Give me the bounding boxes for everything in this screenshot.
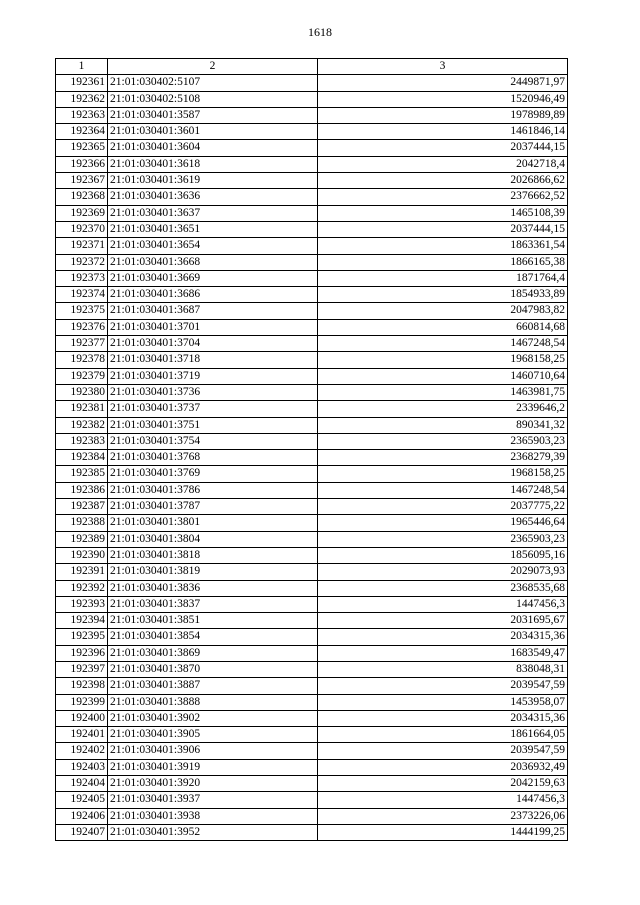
cadastral-number-cell: 21:01:030401:3736 — [108, 384, 318, 400]
value-cell: 660814,68 — [318, 319, 568, 335]
column-header-3: 3 — [318, 59, 568, 75]
row-number-cell: 192407 — [56, 824, 108, 840]
row-number-cell: 192397 — [56, 661, 108, 677]
cadastral-number-cell: 21:01:030401:3687 — [108, 303, 318, 319]
table-row — [56, 287, 568, 303]
table-row — [56, 140, 568, 156]
cadastral-number-cell: 21:01:030401:3604 — [108, 140, 318, 156]
cadastral-number-cell: 21:01:030401:3587 — [108, 107, 318, 123]
row-number-cell: 192378 — [56, 352, 108, 368]
row-number-cell: 192374 — [56, 287, 108, 303]
value-cell: 1968158,25 — [318, 352, 568, 368]
table-row — [56, 173, 568, 189]
row-number-cell: 192367 — [56, 173, 108, 189]
value-cell: 1453958,07 — [318, 694, 568, 710]
column-header-2: 2 — [108, 59, 318, 75]
value-cell: 2376662,52 — [318, 189, 568, 205]
row-number-cell: 192380 — [56, 384, 108, 400]
value-cell: 2039547,59 — [318, 743, 568, 759]
value-cell: 2042718,4 — [318, 156, 568, 172]
row-number-cell: 192400 — [56, 710, 108, 726]
cadastral-number-cell: 21:01:030402:5107 — [108, 75, 318, 91]
table-row — [56, 107, 568, 123]
row-number-cell: 192390 — [56, 547, 108, 563]
table-row — [56, 189, 568, 205]
row-number-cell: 192369 — [56, 205, 108, 221]
row-number-cell: 192398 — [56, 678, 108, 694]
value-cell: 2365903,23 — [318, 531, 568, 547]
cadastral-number-cell: 21:01:030401:3919 — [108, 759, 318, 775]
row-number-cell: 192362 — [56, 91, 108, 107]
value-cell: 2034315,36 — [318, 710, 568, 726]
registry-table — [55, 58, 568, 841]
row-number-cell: 192365 — [56, 140, 108, 156]
table-row — [56, 91, 568, 107]
value-cell: 1965446,64 — [318, 515, 568, 531]
row-number-cell: 192385 — [56, 466, 108, 482]
row-number-cell: 192406 — [56, 808, 108, 824]
row-number-cell: 192391 — [56, 564, 108, 580]
value-cell: 1467248,54 — [318, 336, 568, 352]
value-cell: 2037775,22 — [318, 499, 568, 515]
cadastral-number-cell: 21:01:030401:3754 — [108, 433, 318, 449]
value-cell: 2031695,67 — [318, 613, 568, 629]
cadastral-number-cell: 21:01:030401:3704 — [108, 336, 318, 352]
row-number-cell: 192376 — [56, 319, 108, 335]
table-row — [56, 645, 568, 661]
cadastral-number-cell: 21:01:030401:3619 — [108, 173, 318, 189]
cadastral-number-cell: 21:01:030401:3718 — [108, 352, 318, 368]
value-cell: 2026866,62 — [318, 173, 568, 189]
cadastral-number-cell: 21:01:030401:3837 — [108, 596, 318, 612]
row-number-cell: 192404 — [56, 776, 108, 792]
row-number-cell: 192395 — [56, 629, 108, 645]
cadastral-number-cell: 21:01:030401:3902 — [108, 710, 318, 726]
row-number-cell: 192387 — [56, 499, 108, 515]
table-row — [56, 629, 568, 645]
value-cell: 890341,32 — [318, 417, 568, 433]
value-cell: 2034315,36 — [318, 629, 568, 645]
row-number-cell: 192386 — [56, 482, 108, 498]
cadastral-number-cell: 21:01:030401:3870 — [108, 661, 318, 677]
table-row — [56, 433, 568, 449]
table-row — [56, 792, 568, 808]
value-cell: 2373226,06 — [318, 808, 568, 824]
cadastral-number-cell: 21:01:030401:3654 — [108, 238, 318, 254]
table-row — [56, 596, 568, 612]
cadastral-number-cell: 21:01:030401:3920 — [108, 776, 318, 792]
value-cell: 2047983,82 — [318, 303, 568, 319]
row-number-cell: 192373 — [56, 270, 108, 286]
table-row — [56, 401, 568, 417]
value-cell: 1520946,49 — [318, 91, 568, 107]
row-number-cell: 192394 — [56, 613, 108, 629]
cadastral-number-cell: 21:01:030401:3669 — [108, 270, 318, 286]
row-number-cell: 192388 — [56, 515, 108, 531]
cadastral-number-cell: 21:01:030401:3618 — [108, 156, 318, 172]
value-cell: 1447456,3 — [318, 596, 568, 612]
row-number-cell: 192403 — [56, 759, 108, 775]
table-row — [56, 238, 568, 254]
cadastral-number-cell: 21:01:030401:3737 — [108, 401, 318, 417]
value-cell: 1854933,89 — [318, 287, 568, 303]
value-cell: 1447456,3 — [318, 792, 568, 808]
value-cell: 1968158,25 — [318, 466, 568, 482]
row-number-cell: 192389 — [56, 531, 108, 547]
cadastral-number-cell: 21:01:030401:3905 — [108, 727, 318, 743]
value-cell: 1863361,54 — [318, 238, 568, 254]
row-number-cell: 192371 — [56, 238, 108, 254]
row-number-cell: 192402 — [56, 743, 108, 759]
value-cell: 2036932,49 — [318, 759, 568, 775]
value-cell: 2368279,39 — [318, 450, 568, 466]
table-row — [56, 694, 568, 710]
table-row — [56, 808, 568, 824]
table-row — [56, 352, 568, 368]
value-cell: 1467248,54 — [318, 482, 568, 498]
cadastral-number-cell: 21:01:030401:3701 — [108, 319, 318, 335]
row-number-cell: 192377 — [56, 336, 108, 352]
table-row — [56, 205, 568, 221]
cadastral-number-cell: 21:01:030401:3801 — [108, 515, 318, 531]
value-cell: 1683549,47 — [318, 645, 568, 661]
cadastral-number-cell: 21:01:030401:3869 — [108, 645, 318, 661]
cadastral-number-cell: 21:01:030401:3887 — [108, 678, 318, 694]
value-cell: 1866165,38 — [318, 254, 568, 270]
cadastral-number-cell: 21:01:030401:3818 — [108, 547, 318, 563]
table-row — [56, 156, 568, 172]
cadastral-number-cell: 21:01:030401:3651 — [108, 221, 318, 237]
cadastral-number-cell: 21:01:030401:3804 — [108, 531, 318, 547]
table-row — [56, 336, 568, 352]
table-row — [56, 124, 568, 140]
row-number-cell: 192370 — [56, 221, 108, 237]
value-cell: 2039547,59 — [318, 678, 568, 694]
value-cell: 1861664,05 — [318, 727, 568, 743]
cadastral-number-cell: 21:01:030401:3686 — [108, 287, 318, 303]
cadastral-number-cell: 21:01:030401:3851 — [108, 613, 318, 629]
table-row — [56, 221, 568, 237]
row-number-cell: 192384 — [56, 450, 108, 466]
cadastral-number-cell: 21:01:030401:3769 — [108, 466, 318, 482]
row-number-cell: 192393 — [56, 596, 108, 612]
value-cell: 2368535,68 — [318, 580, 568, 596]
cadastral-number-cell: 21:01:030401:3854 — [108, 629, 318, 645]
value-cell: 1461846,14 — [318, 124, 568, 140]
table-row — [56, 254, 568, 270]
value-cell: 2029073,93 — [318, 564, 568, 580]
cadastral-number-cell: 21:01:030401:3836 — [108, 580, 318, 596]
cadastral-number-cell: 21:01:030401:3719 — [108, 368, 318, 384]
table-row — [56, 547, 568, 563]
row-number-cell: 192361 — [56, 75, 108, 91]
table-row — [56, 824, 568, 840]
value-cell: 838048,31 — [318, 661, 568, 677]
table-row — [56, 368, 568, 384]
value-cell: 1460710,64 — [318, 368, 568, 384]
table-body — [56, 75, 568, 841]
table-row — [56, 75, 568, 91]
value-cell: 1978989,89 — [318, 107, 568, 123]
table-row — [56, 417, 568, 433]
page-number: 1618 — [308, 25, 332, 39]
row-number-cell: 192401 — [56, 727, 108, 743]
row-number-cell: 192383 — [56, 433, 108, 449]
row-number-cell: 192396 — [56, 645, 108, 661]
cadastral-number-cell: 21:01:030401:3937 — [108, 792, 318, 808]
row-number-cell: 192372 — [56, 254, 108, 270]
table-row — [56, 727, 568, 743]
column-header-1: 1 — [56, 59, 108, 75]
value-cell: 2042159,63 — [318, 776, 568, 792]
cadastral-number-cell: 21:01:030401:3938 — [108, 808, 318, 824]
table-row — [56, 499, 568, 515]
cadastral-number-cell: 21:01:030401:3668 — [108, 254, 318, 270]
cadastral-number-cell: 21:01:030401:3751 — [108, 417, 318, 433]
row-number-cell: 192368 — [56, 189, 108, 205]
row-number-cell: 192375 — [56, 303, 108, 319]
cadastral-number-cell: 21:01:030401:3819 — [108, 564, 318, 580]
row-number-cell: 192363 — [56, 107, 108, 123]
cadastral-number-cell: 21:01:030401:3786 — [108, 482, 318, 498]
row-number-cell: 192392 — [56, 580, 108, 596]
row-number-cell: 192366 — [56, 156, 108, 172]
table-row — [56, 515, 568, 531]
value-cell: 1871764,4 — [318, 270, 568, 286]
table-row — [56, 776, 568, 792]
cadastral-number-cell: 21:01:030401:3601 — [108, 124, 318, 140]
cadastral-number-cell: 21:01:030401:3888 — [108, 694, 318, 710]
cadastral-number-cell: 21:01:030401:3637 — [108, 205, 318, 221]
row-number-cell: 192405 — [56, 792, 108, 808]
cadastral-number-cell: 21:01:030401:3787 — [108, 499, 318, 515]
cadastral-number-cell: 21:01:030401:3906 — [108, 743, 318, 759]
value-cell: 2037444,15 — [318, 221, 568, 237]
value-cell: 2339646,2 — [318, 401, 568, 417]
table-row — [56, 710, 568, 726]
cadastral-number-cell: 21:01:030401:3636 — [108, 189, 318, 205]
row-number-cell: 192379 — [56, 368, 108, 384]
value-cell: 1465108,39 — [318, 205, 568, 221]
table-row — [56, 450, 568, 466]
row-number-cell: 192364 — [56, 124, 108, 140]
row-number-cell: 192399 — [56, 694, 108, 710]
row-number-cell: 192382 — [56, 417, 108, 433]
value-cell: 1856095,16 — [318, 547, 568, 563]
table-row — [56, 384, 568, 400]
table-row — [56, 743, 568, 759]
cadastral-number-cell: 21:01:030401:3952 — [108, 824, 318, 840]
value-cell: 2365903,23 — [318, 433, 568, 449]
table-row — [56, 759, 568, 775]
table-row — [56, 564, 568, 580]
table-row — [56, 678, 568, 694]
table-row — [56, 482, 568, 498]
table-row — [56, 580, 568, 596]
table-row — [56, 270, 568, 286]
table-row — [56, 466, 568, 482]
table-header-row — [56, 59, 568, 75]
value-cell: 2449871,97 — [318, 75, 568, 91]
row-number-cell: 192381 — [56, 401, 108, 417]
table-row — [56, 661, 568, 677]
cadastral-number-cell: 21:01:030401:3768 — [108, 450, 318, 466]
table-row — [56, 303, 568, 319]
table-row — [56, 613, 568, 629]
value-cell: 2037444,15 — [318, 140, 568, 156]
value-cell: 1463981,75 — [318, 384, 568, 400]
cadastral-number-cell: 21:01:030402:5108 — [108, 91, 318, 107]
value-cell: 1444199,25 — [318, 824, 568, 840]
table-row — [56, 319, 568, 335]
table-row — [56, 531, 568, 547]
